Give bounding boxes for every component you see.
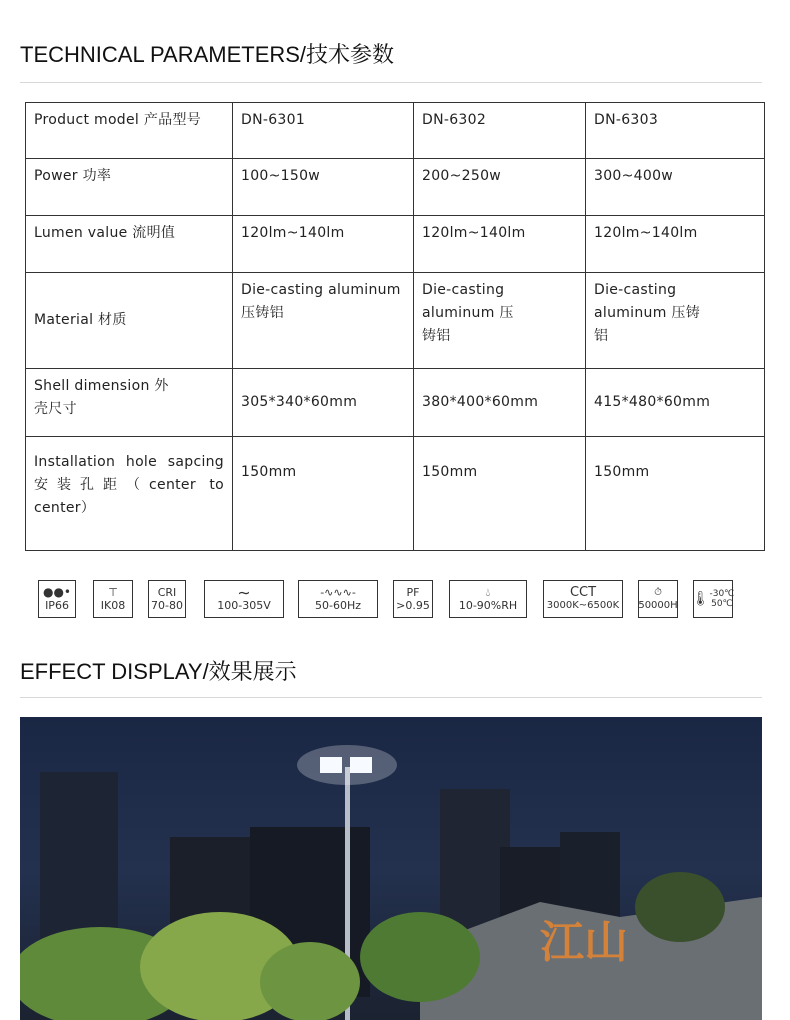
- badge-label: 50℃: [711, 599, 733, 609]
- night-scene-illustration: [20, 717, 762, 1020]
- cell: 150mm: [414, 437, 586, 551]
- lifetime-badge: [638, 580, 678, 618]
- cell: Installation hole sapcing 安装孔距（center to center）: [26, 437, 233, 551]
- ik08-badge: [93, 580, 133, 618]
- thermometer-icon: 🌡︎: [691, 590, 710, 607]
- timer-icon: ⏱︎: [654, 587, 662, 598]
- cell: DN-6301: [233, 103, 414, 159]
- badge-label: 70-80: [151, 599, 183, 612]
- cell: 120lm~140lm: [233, 216, 414, 273]
- table-row: [26, 216, 765, 273]
- badge-label: 3000K~6500K: [546, 600, 620, 611]
- cell: 150mm: [586, 437, 765, 551]
- cell: 415*480*60mm: [586, 369, 765, 437]
- cell: Shell dimension 外壳尺寸: [26, 369, 233, 437]
- effect-photo: [20, 717, 762, 1020]
- table-row: [26, 273, 765, 369]
- humidity-badge: [449, 580, 527, 618]
- table-row: [26, 159, 765, 216]
- sign-text: 江山: [540, 917, 628, 968]
- badge-label: IP66: [45, 599, 69, 612]
- divider: [20, 697, 762, 698]
- cell: 100~150w: [233, 159, 414, 216]
- cell: 380*400*60mm: [414, 369, 586, 437]
- badge-label: 100-305V: [217, 599, 271, 612]
- cell: Material 材质: [26, 273, 233, 369]
- badge-label: >0.95: [396, 599, 430, 612]
- cct-badge: [543, 580, 623, 618]
- hammer-icon: ⊤: [108, 586, 118, 599]
- cell: 150mm: [233, 437, 414, 551]
- humidity-drop-icon: 💧︎: [485, 586, 491, 599]
- badge-label: -30℃: [709, 589, 735, 599]
- cell: Die-casting aluminum 压铸铝: [233, 273, 414, 369]
- table-row: [26, 437, 765, 551]
- cell: Power 功率: [26, 159, 233, 216]
- badge-top: CCT: [569, 585, 597, 600]
- badge-label: IK08: [100, 599, 126, 612]
- temperature-badge: [693, 580, 733, 618]
- cell: Product model 产品型号: [26, 103, 233, 159]
- badge-label: 50-60Hz: [314, 599, 361, 612]
- frequency-badge: [298, 580, 378, 618]
- section-title-effect: EFFECT DISPLAY/效果展示: [20, 659, 297, 684]
- cell: 305*340*60mm: [233, 369, 414, 437]
- cell: Lumen value 流明值: [26, 216, 233, 273]
- cell: 120lm~140lm: [586, 216, 765, 273]
- voltage-badge: [204, 580, 284, 618]
- cell: DN-6303: [586, 103, 765, 159]
- cell: 120lm~140lm: [414, 216, 586, 273]
- section-title-technical: TECHNICAL PARAMETERS/技术参数: [20, 42, 395, 67]
- cell: DN-6302: [414, 103, 586, 159]
- cri-badge: [148, 580, 186, 618]
- cell: 300~400w: [586, 159, 765, 216]
- cell: 200~250w: [414, 159, 586, 216]
- badge-label: 10-90%RH: [458, 599, 518, 612]
- water-drops-icon: ●●•: [42, 585, 72, 599]
- badge-label: 50000H: [638, 600, 678, 611]
- pf-badge: [393, 580, 433, 618]
- cell: Die-casting aluminum 压铸铝: [586, 273, 765, 369]
- badge-top: PF: [406, 586, 420, 599]
- ip66-badge: [38, 580, 76, 618]
- spec-table: [25, 102, 765, 551]
- frequency-wave-icon: -∿∿∿-: [320, 586, 356, 599]
- table-row: [26, 369, 765, 437]
- badge-top: CRI: [157, 586, 177, 599]
- table-row: [26, 103, 765, 159]
- divider: [20, 82, 762, 83]
- sine-wave-icon: ∼: [237, 583, 251, 602]
- cell: Die-casting aluminum 压铸铝: [414, 273, 586, 369]
